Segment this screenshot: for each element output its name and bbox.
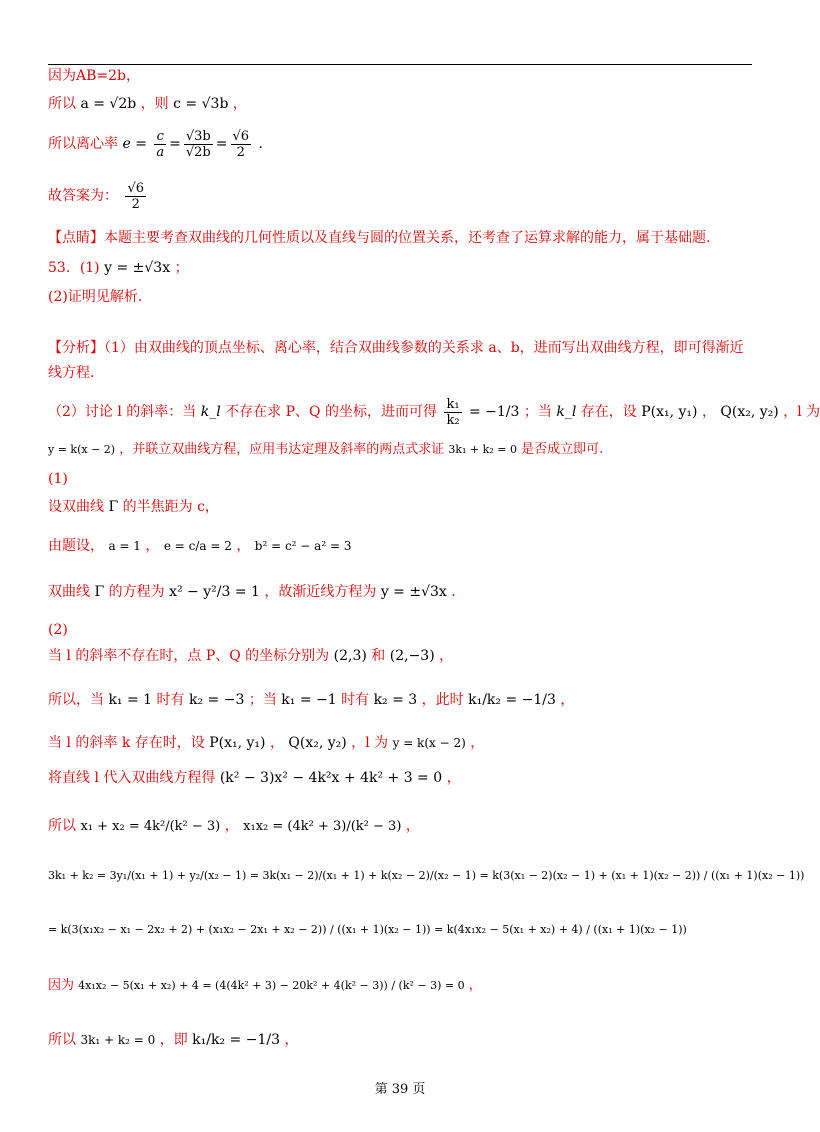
fraction [125, 181, 146, 212]
math-expression: y = ±√3x [104, 260, 171, 276]
text: ， [269, 735, 284, 751]
text: ， [236, 538, 251, 554]
text: 所以 [48, 96, 76, 112]
text: ， [439, 648, 454, 664]
text: 所以，当 [48, 692, 104, 708]
math-expression: y = k(x − 2) [392, 736, 466, 750]
text: ， [701, 404, 716, 420]
text-line-17 [48, 646, 453, 666]
text: 所以离心率 [48, 136, 118, 152]
math-expression: P(x₁, y₁) [641, 404, 698, 420]
text-line-21 [48, 816, 420, 837]
text: (2) [48, 622, 68, 638]
text: ， [446, 770, 461, 786]
text: 和 [371, 648, 386, 664]
math-expression: (k² − 3)x² − 4k²x + 4k² + 3 = 0 [219, 770, 443, 786]
denominator: a [156, 144, 165, 160]
math-expression: = −1/3 [468, 404, 520, 420]
fraction [154, 129, 166, 160]
math-expression: 3k₁ + k₂ = 0 [448, 443, 517, 456]
text: 时有 [156, 692, 185, 708]
text: ，并联立双曲线方程，应用韦达定理及斜率的两点式求证 [119, 442, 445, 457]
text: 的半焦距为 c， [122, 499, 219, 515]
text: 双曲线 [48, 584, 90, 600]
text: ；当 [523, 404, 552, 420]
text: ， [468, 978, 482, 993]
text: ， [232, 96, 247, 112]
text: 当 l 的斜率不存在时，点 P、Q 的坐标分别为 [48, 648, 330, 664]
text-line-1 [48, 66, 140, 86]
numerator: √6 [127, 180, 145, 196]
text: ， [405, 818, 420, 834]
math-expression: 3k₁ + k₂ = 3y₁/(x₁ + 1) + y₂/(x₂ − 1) = 3k(x₁ − 2)/(x₁ + 1) + k(x₂ − 2)/(x₂ − 1) = k(3(x₁ − 2)(x₂ − 1) + (x₁ + 1)(x₂ − 2)) / ((x₁ + 1)(x₂ − 1)) [48, 869, 805, 882]
text-line-16 [48, 620, 68, 640]
text: 当 l 的斜率 k 存在时，设 [48, 735, 205, 751]
text: ，l 为 [351, 735, 389, 751]
math-expression: (2,3) [333, 648, 367, 664]
text: ， [224, 818, 239, 834]
text-line-4 [48, 178, 149, 214]
text-line-24 [48, 976, 482, 996]
text-line-19 [48, 733, 484, 753]
text: . [258, 136, 263, 152]
math-expression: c = √3b [173, 96, 229, 112]
text: 因为AB=2b， [48, 68, 140, 84]
text: ；当 [248, 692, 277, 708]
text: ， [470, 735, 485, 751]
text: 所以 [48, 1032, 76, 1048]
text: ； [174, 260, 189, 276]
math-expression: k₁/k₂ = −1/3 [192, 1032, 280, 1048]
text-line-6 [48, 258, 189, 278]
denominator: k₂ [446, 412, 460, 428]
math-expression: P(x₁, y₁) [209, 735, 266, 751]
denominator: 2 [131, 196, 140, 212]
text-line-5 [48, 228, 710, 248]
text: 时有 [341, 692, 370, 708]
numerator: √6 [232, 128, 250, 144]
math-expression: k_l [200, 404, 221, 420]
math-expression: k₁/k₂ = −1/3 [468, 692, 556, 708]
text-line-12 [48, 469, 68, 489]
text: 将直线 l 代入双曲线方程得 [48, 770, 216, 786]
text: 故答案为： [48, 188, 118, 204]
text-line-20 [48, 768, 461, 788]
text-line-8 [48, 338, 744, 358]
text: ，此时 [421, 692, 464, 708]
text-line-22 [48, 866, 804, 886]
math-expression: (2,−3) [389, 648, 435, 664]
math-expression: x₁ + x₂ = 4k²/(k² − 3) [80, 819, 221, 834]
fraction [231, 129, 252, 160]
math-expression: Q(x₂, y₂) [720, 404, 779, 420]
text-line-7 [48, 287, 142, 307]
text: 线方程. [48, 365, 95, 381]
text: ，故渐近线方程为 [264, 584, 377, 600]
text-line-18 [48, 690, 574, 710]
numerator: c [154, 129, 166, 145]
text: . [451, 584, 456, 600]
text-line-3: 所以离心率 e = $\frac{c}{a}$ = $\frac{√3b}{√2b}$ = $\frac{√6}{2}$ . [48, 128, 263, 160]
math-expression: = k(3(x₁x₂ − x₁ − 2x₂ + 2) + (x₁x₂ − 2x₁ + x₂ − 2)) / ((x₁ + 1)(x₂ − 1)) = k(4x₁x₂ − 5(x₁ + x₂) + 4) / ((x₁ + 1)(x₂ − 1)) [48, 923, 687, 936]
text-line-23 [48, 920, 687, 940]
math-expression: y = ±√3x [380, 584, 447, 600]
denominator: 2 [236, 144, 245, 160]
text: 53．(1) [48, 260, 100, 276]
text: 因为 [48, 978, 75, 993]
math-expression: x² − y²/3 = 1 [169, 584, 260, 600]
math-expression: 4x₁x₂ − 5(x₁ + x₂) + 4 = (4(4k² + 3) − 20k² + 4(k² − 3)) / (k² − 3) = 0 [78, 979, 465, 992]
text: 设双曲线 [48, 499, 104, 515]
math-expression: y = k(x − 2) [48, 443, 116, 456]
math-expression: k₂ = 3 [373, 692, 418, 708]
math-expression: Q(x₂, y₂) [288, 735, 347, 751]
math-expression: Γ [108, 499, 119, 515]
math-expression: k₁ = 1 [108, 692, 153, 708]
text: 【分析】（1）由双曲线的顶点坐标、离心率，结合双曲线参数的关系求 a、b，进而写出双曲线方程，即可得渐近 [48, 340, 744, 356]
math-expression: k₂ = −3 [189, 692, 245, 708]
math-expression: Γ [94, 584, 105, 600]
numerator: k₁ [446, 396, 460, 412]
text: 不存在求 P、Q 的坐标，进而可得 [225, 404, 437, 420]
math-expression: a = √2b [80, 96, 137, 112]
math-expression: k₁ = −1 [281, 692, 337, 708]
text-line-15 [48, 582, 456, 602]
text-line-13 [48, 497, 219, 517]
text: (1) [48, 471, 68, 487]
text: 的方程为 [108, 584, 165, 600]
denominator: √2b [185, 144, 211, 160]
text: 是否成立即可. [521, 442, 604, 457]
text: ，l 为 [783, 404, 820, 420]
math-expression: 3k₁ + k₂ = 0 [80, 1033, 156, 1047]
text-line-25 [48, 1030, 298, 1050]
math-expression: b² = c² − a² = 3 [254, 539, 352, 553]
text: 所以 [48, 818, 76, 834]
math-expression: k_l [556, 404, 577, 420]
math-expression: e = [122, 136, 147, 152]
text-line-9 [48, 363, 94, 383]
text: (2)证明见解析. [48, 289, 143, 305]
text: 存在，设 [580, 404, 637, 420]
header-rule [48, 64, 752, 65]
fraction [184, 129, 213, 160]
page-footer: 第 39 页 [374, 1082, 426, 1097]
text: 由题设， [48, 538, 104, 554]
text-line-11 [48, 440, 603, 460]
text-line-10 [48, 396, 820, 428]
math-expression: x₁x₂ = (4k² + 3)/(k² − 3) [243, 819, 402, 834]
text: ， [560, 692, 575, 708]
text: ， [284, 1032, 299, 1048]
text-line-2 [48, 94, 247, 114]
fraction [444, 397, 461, 428]
text-line-14 [48, 536, 351, 556]
text: ，则 [140, 96, 169, 112]
text: ，即 [159, 1032, 188, 1048]
numerator: √3b [185, 128, 211, 144]
math-expression: a = 1 [108, 539, 141, 553]
text: （2）讨论 l 的斜率：当 [48, 404, 197, 420]
text: ， [145, 538, 160, 554]
math-expression: e = c/a = 2 [163, 539, 232, 553]
text: 【点睛】本题主要考查双曲线的几何性质以及直线与圆的位置关系，还考查了运算求解的能力，属于基础题. [48, 230, 711, 246]
